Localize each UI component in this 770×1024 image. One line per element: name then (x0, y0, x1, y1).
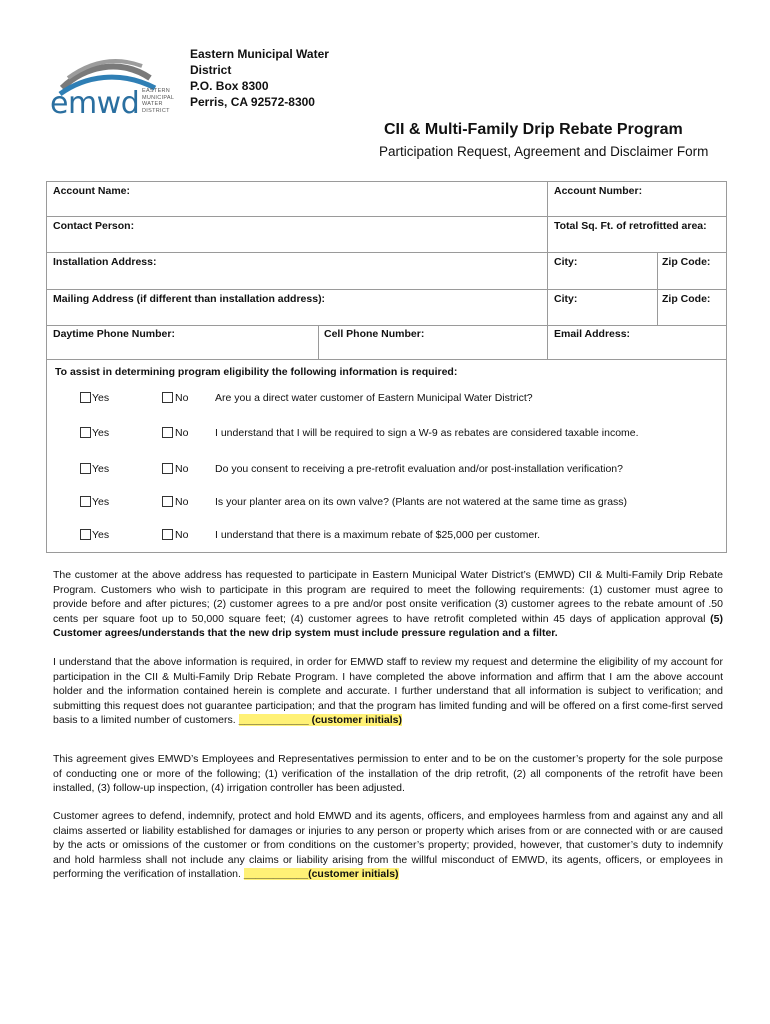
question-text: I understand that I will be required to sign a W-9 as rebates are considered taxable income. (215, 427, 639, 439)
customer-initials-field-1[interactable]: ____________ (customer initials) (238, 714, 403, 726)
yes-checkbox[interactable] (80, 392, 91, 403)
yes-checkbox[interactable] (80, 463, 91, 474)
mailing-city-field[interactable]: City: (554, 293, 578, 305)
contact-person-field[interactable]: Contact Person: (53, 220, 135, 232)
email-address-field[interactable]: Email Address: (554, 328, 631, 340)
mailing-address-field[interactable]: Mailing Address (if different than installation address): (53, 293, 326, 305)
question-text: Is your planter area on its own valve? (Plants are not watered at the same time as grass) (215, 496, 628, 508)
yes-checkbox[interactable] (80, 496, 91, 507)
no-checkbox[interactable] (162, 392, 173, 403)
form-subtitle: Participation Request, Agreement and Disclaimer Form (379, 144, 709, 159)
daytime-phone-field[interactable]: Daytime Phone Number: (53, 328, 175, 340)
eligibility-question-row: Yes No Do you consent to receiving a pre-retrofit evaluation and/or post-installation verification? (47, 463, 726, 479)
no-checkbox[interactable] (162, 496, 173, 507)
eligibility-question-row: Yes No Are you a direct water customer of Eastern Municipal Water District? (47, 392, 726, 408)
cell-phone-field[interactable]: Cell Phone Number: (324, 328, 425, 340)
installation-zip-field[interactable]: Zip Code: (662, 256, 711, 268)
district-address (190, 46, 329, 110)
yes-checkbox[interactable] (80, 529, 91, 540)
yes-checkbox[interactable] (80, 427, 91, 438)
account-number-field[interactable]: Account Number: (554, 185, 643, 197)
emwd-logo-subtext: EASTERN MUNICIPAL WATER DISTRICT (142, 88, 175, 114)
eligibility-title: To assist in determining program eligibility the following information is required: (55, 366, 458, 378)
no-checkbox[interactable] (162, 529, 173, 540)
org-name-line1: Eastern Municipal Water (190, 47, 329, 61)
customer-initials-field-2[interactable]: ___________(customer initials) (243, 868, 399, 880)
installation-city-field[interactable]: City: (554, 256, 578, 268)
form-title: CII & Multi-Family Drip Rebate Program (384, 121, 683, 138)
question-text: Do you consent to receiving a pre-retrofit evaluation and/or post-installation verification? (215, 463, 623, 475)
po-box: P.O. Box 8300 (190, 79, 269, 93)
indemnification-paragraph: Customer agrees to defend, indemnify, protect and hold EMWD and its agents, officers, and employees harmless from and against any and all claims asserted or liability established for damages or injuries to any person or property which arises from or are connected with or are caused by the acts or omissions of the customer or from conditions on the customer’s property; provided, however, that customer’s duty to indemnify and hold harmless shall not include any claims or liability arising from the willful misconduct of EMWD, its agents, officers, or employees in performing the verification of installation. ___________(customer initials) (53, 810, 723, 880)
eligibility-acknowledgement-paragraph: I understand that the above information is required, in order for EMWD staff to review my request and determine the eligibility of my account for participation in the CII & Multi-Family Drip Rebate Program. I have completed the above information and affirm that I am the above account holder and the information contained herein is complete and accurate. I further understand that all information is subject to verification; and submitting this request does not guarantee participation; and that the program has limited funding and will be offered on a first come-first served basis to a limited number of customers. ____________ (customer initials) (53, 656, 723, 726)
pressure-regulation-requirement: (5) Customer agrees/understands that the new drip system must include pressure regulation and a filter. (53, 612, 723, 639)
mailing-zip-field[interactable]: Zip Code: (662, 293, 711, 305)
account-name-field[interactable]: Account Name: (53, 185, 131, 197)
total-sqft-field[interactable]: Total Sq. Ft. of retrofitted area: (554, 220, 707, 232)
application-form-table (46, 181, 727, 553)
city-state-zip: Perris, CA 92572-8300 (190, 95, 315, 109)
eligibility-question-row: Yes No I understand that I will be required to sign a W-9 as rebates are considered taxable income. (47, 427, 726, 443)
emwd-logo-text: emwd (50, 86, 140, 121)
program-requirements-paragraph: The customer at the above address has requested to participate in Eastern Municipal Water District’s (EMWD) CII & Multi-Family Drip Rebate Program. Customers who wish to participate in this program are required to meet the following requirements: (1) customer must agree to provide before and after pictures; (2) customer agrees to a pre and/or post onsite verification (3) customer agrees to the rebate amount of .50 cents per square foot up to 50,000 square feet; (4) customer agrees to have retrofit completed within 45 days of application approval (5) Customer agrees/understands that the new drip system must include pressure regulation and a filter. (53, 569, 723, 639)
no-checkbox[interactable] (162, 463, 173, 474)
question-text: Are you a direct water customer of Eastern Municipal Water District? (215, 392, 533, 404)
org-name-line2: District (190, 63, 232, 77)
eligibility-question-row: Yes No I understand that there is a maximum rebate of $25,000 per customer. (47, 529, 726, 545)
installation-address-field[interactable]: Installation Address: (53, 256, 157, 268)
eligibility-question-row: Yes No Is your planter area on its own valve? (Plants are not watered at the same time as grass) (47, 496, 726, 512)
access-permission-paragraph: This agreement gives EMWD’s Employees and Representatives permission to enter and to be on the customer’s property for the sole purpose of conducting one or more of the following; (1) verification of the installation of the drip retrofit, (2) all components of the retrofit have been installed, (3) follow-up inspection, (4) irrigation controller has been adjusted. (53, 753, 723, 794)
no-checkbox[interactable] (162, 427, 173, 438)
question-text: I understand that there is a maximum rebate of $25,000 per customer. (215, 529, 541, 541)
